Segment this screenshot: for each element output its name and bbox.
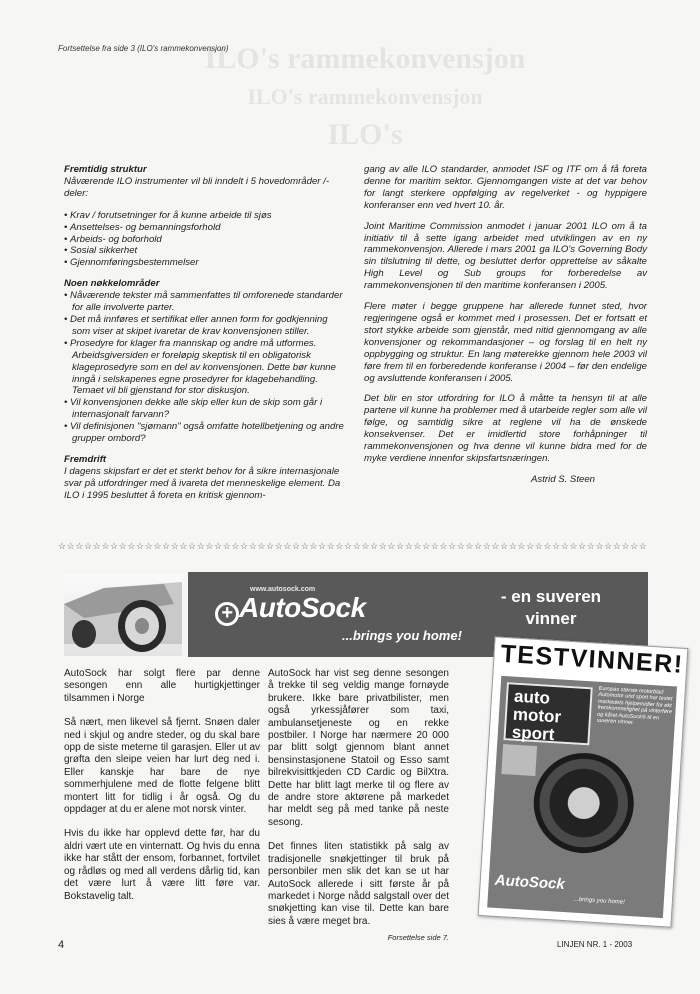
paragraph: AutoSock har solgt flere par denne sesongen enn alle hurtigkjettinger tilsammen i Norge xyxy=(64,668,260,704)
ad-url[interactable]: www.autosock.com xyxy=(250,586,316,593)
autosock-logo: + AutoSock xyxy=(215,592,366,626)
paragraph: Det blir en stor utfordring for ILO å måtte ta hensyn til at alle partene vil kunne ha problemer med å utarbeide regler som alle vil følge, og samtidig sikre at reglene vil ha de ønskede konsekvenser. Det er imidlertid store forhåpninger til rammekonvensjonen og hva denne vil kunne bidra med for de myke verdiene innenfor skipsfartsnæringen. xyxy=(364,393,647,464)
list-item: • Gjennomføringsbestemmelser xyxy=(64,257,347,269)
autosock-logo-small: AutoSock xyxy=(494,871,566,894)
list-item: • Krav / forutsetninger for å kunne arbeide til sjøs xyxy=(64,210,347,222)
ad-column-2 xyxy=(268,668,449,945)
show-through-text: ILO's rammekonvensjon ILO's rammekonvensjon ILO's xyxy=(204,42,526,151)
continued-note: Forsettelse side 7. xyxy=(387,933,449,943)
paragraph: Så nært, men likevel så fjernt. Snøen daler ned i skjul og andre steder, og du skal bare opp de siste meterne til garasjen. Eller ut av grøfta den sleipe veien har lurt deg ned i. Eller kanskje har bare de nye sommerhjulene med de flotte felgene blitt montert litt for tidlig i år også. Og du oppdager at du er alene mot norsk vinter. xyxy=(64,717,260,816)
list-item: • Det må innføres et sertifikat eller annen form for godkjenning som viser at skipet ivaretar de krav konvensjonen stiller. xyxy=(64,314,347,338)
autosock-tagline-small: ...brings you home! xyxy=(573,896,625,906)
list-item: • Prosedyre for klager fra mannskap og andre må utformes. Arbeidsgiversiden er foreløpig skeptisk til en obligatorisk klageprosedyre som en del av konvensjonen. Dette bør kunne inngå i selskapenes egne prosedyrer for klagebehandling. Temaet vil bli gjenstand for stor diskusjon. xyxy=(64,338,347,398)
author-signature: Astrid S. Steen xyxy=(531,473,595,485)
magazine-issue: LINJEN NR. 1 - 2003 xyxy=(557,940,633,949)
list-item: • Arbeids- og boforhold xyxy=(64,234,347,246)
paragraph: gang av alle ILO standarder, anmodet ISF og ITF om å få foreta denne for maritim sektor. Gjennomgangen viste at det var behov for langt sterkere oppfølging av regelverket - og hyppigere konferanser enn ved hvert 10. år. xyxy=(364,164,647,211)
list-item: • Sosial sikkerhet xyxy=(64,245,347,257)
paragraph: I dagens skipsfart er det et sterkt behov for å sikre internasjonale svar på utfordringer med å ivareta det menneskelige element. Da ILO i 1995 besluttet å foreta en kritisk gjennom- xyxy=(64,465,341,501)
paragraph: AutoSock har vist seg denne sesongen å trekke til seg veldig mange fornøyde brukere. Ikke bare privatbilister, men også yrkessjåfører som taxi, ambulansetjeneste og en rekke postbiler. I Norge har nærmere 20 000 par blitt solgt gjennom blant annet bensinstasjonene Statoil og Esso samt bilrekvisittkjeden CD Cardic og BilXtra. Dette har blitt lagt merke til og flere av de andre store aktørene på markedet har meldt seg på med tanke på neste sesong. xyxy=(268,668,449,828)
article-right-column xyxy=(364,164,647,495)
page-number: 4 xyxy=(58,939,65,951)
list-item: • Nåværende tekster må sammenfattes til omforenede standarder for alle involverte parter. xyxy=(64,290,347,314)
section-heading: Noen nøkkelområder xyxy=(64,278,160,290)
article-left-column xyxy=(64,164,347,511)
list-item: • Vil konvensjonen dekke alle skip eller kun de skip som går i internasjonalt farvann? xyxy=(64,397,347,421)
testvinner-title: TESTVINNER! xyxy=(499,639,685,679)
paragraph: Joint Maritime Commission anmodet i januar 2001 ILO om å ta initiativ til å sette igang arbeidet med utviklingen av en ny rammekonvensjon. Allerede i mars 2001 ga ILO's Governing Body sin tilslutning til dette, og besluttet derfor opprettelse av såkalte High Level og Sub groups for forberedelse av rammekonvensjonen til den maritime konferansen i 2005. xyxy=(364,220,647,292)
inset-photo xyxy=(501,744,537,776)
paragraph: Hvis du ikke har opplevd dette før, har du aldri vært ute en vinternatt. Og hvis du enna ikke har stått der ensom, forbannet, fortvilet og rådløs og med all verdens dårlig tid, kan det være lurt å være litt føre var. Bokstavelig talt. xyxy=(64,828,260,902)
magazine-logo: auto motor sport xyxy=(503,682,592,745)
list-item: • Ansettelses- og bemanningsforhold xyxy=(64,222,347,234)
car-wheel-photo xyxy=(64,574,182,656)
star-divider: ☆☆☆☆☆☆☆☆☆☆☆☆☆☆☆☆☆☆☆☆☆☆☆☆☆☆☆☆☆☆☆☆☆☆☆☆☆☆☆☆☆☆☆☆☆☆☆☆☆☆☆☆☆☆☆☆☆☆☆☆☆☆☆☆☆☆☆☆ xyxy=(58,541,648,551)
testvinner-clipping xyxy=(478,636,689,927)
ad-column-1 xyxy=(64,668,260,915)
plus-circle-icon: + xyxy=(215,602,239,626)
ad-tagline: ...brings you home! xyxy=(342,628,462,643)
section-heading: Fremdrift xyxy=(64,453,107,465)
section-intro: Nåværende ILO instrumenter vil bli inndelt i 5 hovedområder /-deler: xyxy=(64,175,330,199)
magazine-blurb: Europas største motorblad Automotor und sport har testet markedets hjelpemidler for økt fremkommelighet på vinterføre og kåret AutoSock® til en suveren vinner. xyxy=(596,685,673,727)
ad-winner-text: - en suveren vinner xyxy=(500,587,602,628)
key-areas-list xyxy=(64,290,347,445)
section-heading: Fremtidig struktur xyxy=(64,164,147,175)
list-item: • Vil definisjonen "sjømann" også omfatte hotellbetjening og andre grupper ombord? xyxy=(64,421,347,445)
structure-list xyxy=(64,210,347,270)
tire-photo xyxy=(531,750,637,856)
magazine-cover xyxy=(487,676,677,918)
paragraph: Det finnes liten statistikk på salg av tradisjonelle snøkjettinger til bruk på personbiler men slik det kan se ut har AutoSock allerede i sitt første år på markedet i Norge nådd salgstall over det snøkjetting kan vise til. Dette kan bare sies å være meget bra. xyxy=(268,841,449,927)
continued-from-note: Fortsettelse fra side 3 (ILO's rammekonvensjon) xyxy=(58,44,229,53)
paragraph: Flere møter i begge gruppene har allerede funnet sted, hvor regjeringene også er kommet med i prosessen. Det er fortsatt et stort stykke arbeide som gjenstår, med nitid gjennomgang av alle konvensjoner og rekommandasjoner – og forslag til en helt ny oppbygging og struktur. En lang møterekke gjennom hele 2003 vil føre frem til en forberedende konferanse i 2004 – før den endelige og avsluttende konferansen i 2005. xyxy=(364,301,647,384)
